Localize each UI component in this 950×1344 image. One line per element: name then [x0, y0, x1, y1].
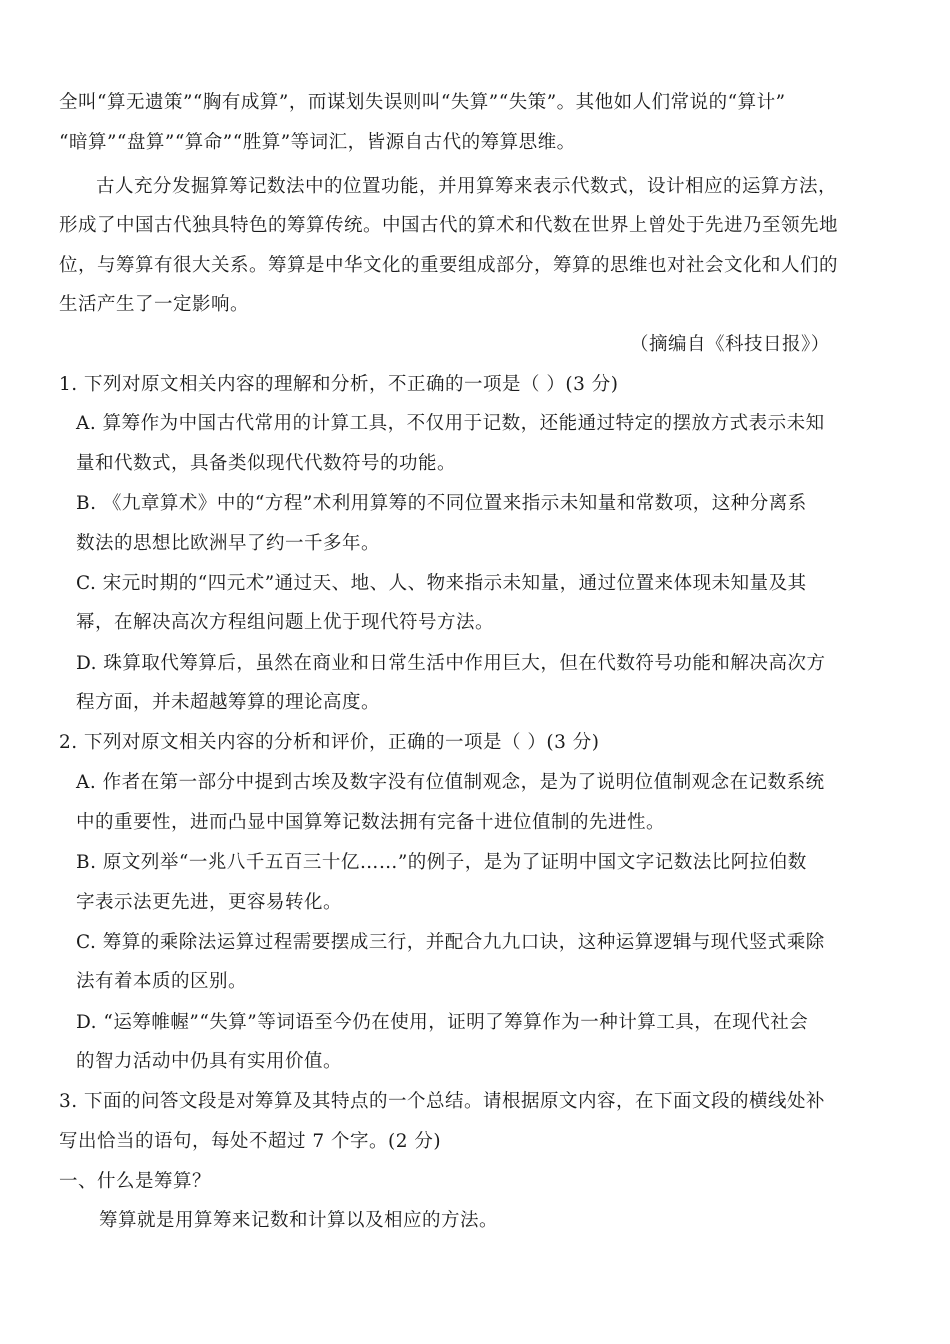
q2-option-d: D. “运筹帷幄”“失算”等词语至今仍在使用，证明了筹算作为一种计算工具，在现代社会 — [76, 1012, 809, 1033]
q2-option-b-cont: 字表示法更先进，更容易转化。 — [76, 892, 343, 913]
source-citation: （摘编自《科技日报》） — [630, 334, 830, 355]
passage-line: 古人充分发掘算筹记数法中的位置功能，并用算筹来表示代数式，设计相应的运算方法， — [96, 176, 838, 197]
question-1-stem: 1. 下列对原文相关内容的理解和分析，不正确的一项是（ ）(3 分) — [59, 374, 619, 395]
q1-option-a-cont: 量和代数式，具备类似现代代数符号的功能。 — [76, 453, 457, 474]
passage-line: 生活产生了一定影响。 — [59, 294, 250, 315]
q3-section-heading: 一、什么是筹算？ — [59, 1171, 212, 1192]
q1-option-a: A. 算筹作为中国古代常用的计算工具，不仅用于记数，还能通过特定的摆放方式表示未知 — [76, 413, 825, 434]
passage-line: 形成了中国古代独具特色的筹算传统。中国古代的算术和代数在世界上曾处于先进乃至领先地 — [59, 215, 839, 236]
q1-option-d: D. 珠算取代筹算后，虽然在商业和日常生活中作用巨大，但在代数符号功能和解决高次方 — [76, 653, 826, 674]
q2-option-d-cont: 的智力活动中仍具有实用价值。 — [76, 1051, 343, 1072]
question-3-stem-cont: 写出恰当的语句，每处不超过 7 个字。(2 分) — [59, 1131, 442, 1152]
q2-option-c: C. 筹算的乘除法运算过程需要摆成三行，并配合九九口诀，这种运算逻辑与现代竖式乘除 — [76, 932, 825, 953]
question-3-stem: 3. 下面的问答文段是对筹算及其特点的一个总结。请根据原文内容，在下面文段的横线处补 — [59, 1091, 826, 1112]
q2-option-a: A. 作者在第一部分中提到古埃及数字没有位值制观念，是为了说明位值制观念在记数系统 — [76, 772, 825, 793]
q1-option-c: C. 宋元时期的“四元术”通过天、地、人、物来指示未知量，通过位置来体现未知量及其 — [76, 573, 807, 594]
question-2-stem: 2. 下列对原文相关内容的分析和评价，正确的一项是（ ）(3 分) — [59, 732, 600, 753]
passage-line: 位，与筹算有很大关系。筹算是中华文化的重要组成部分，筹算的思维也对社会文化和人们的 — [59, 255, 839, 276]
passage-line: “暗算”“盘算”“算命”“胜算”等词汇，皆源自古代的筹算思维。 — [59, 132, 576, 153]
q2-option-c-cont: 法有着本质的区别。 — [76, 971, 248, 992]
q2-option-a-cont: 中的重要性，进而凸显中国算筹记数法拥有完备十进位值制的先进性。 — [76, 812, 666, 833]
q1-option-d-cont: 程方面，并未超越筹算的理论高度。 — [76, 692, 381, 713]
passage-line: 全叫“算无遗策”“胸有成算”，而谋划失误则叫“失算”“失策”。其他如人们常说的“算计” — [59, 92, 786, 113]
q1-option-c-cont: 幂，在解决高次方程组问题上优于现代符号方法。 — [76, 612, 495, 633]
q1-option-b: B. 《九章算术》中的“方程”术利用算筹的不同位置来指示未知量和常数项，这种分离系 — [76, 493, 807, 514]
q1-option-b-cont: 数法的思想比欧洲早了约一千多年。 — [76, 533, 381, 554]
q2-option-b: B. 原文列举“一兆八千五百三十亿……”的例子，是为了证明中国文字记数法比阿拉伯数 — [76, 852, 807, 873]
q3-answer-text: 筹算就是用算筹来记数和计算以及相应的方法。 — [99, 1210, 499, 1231]
